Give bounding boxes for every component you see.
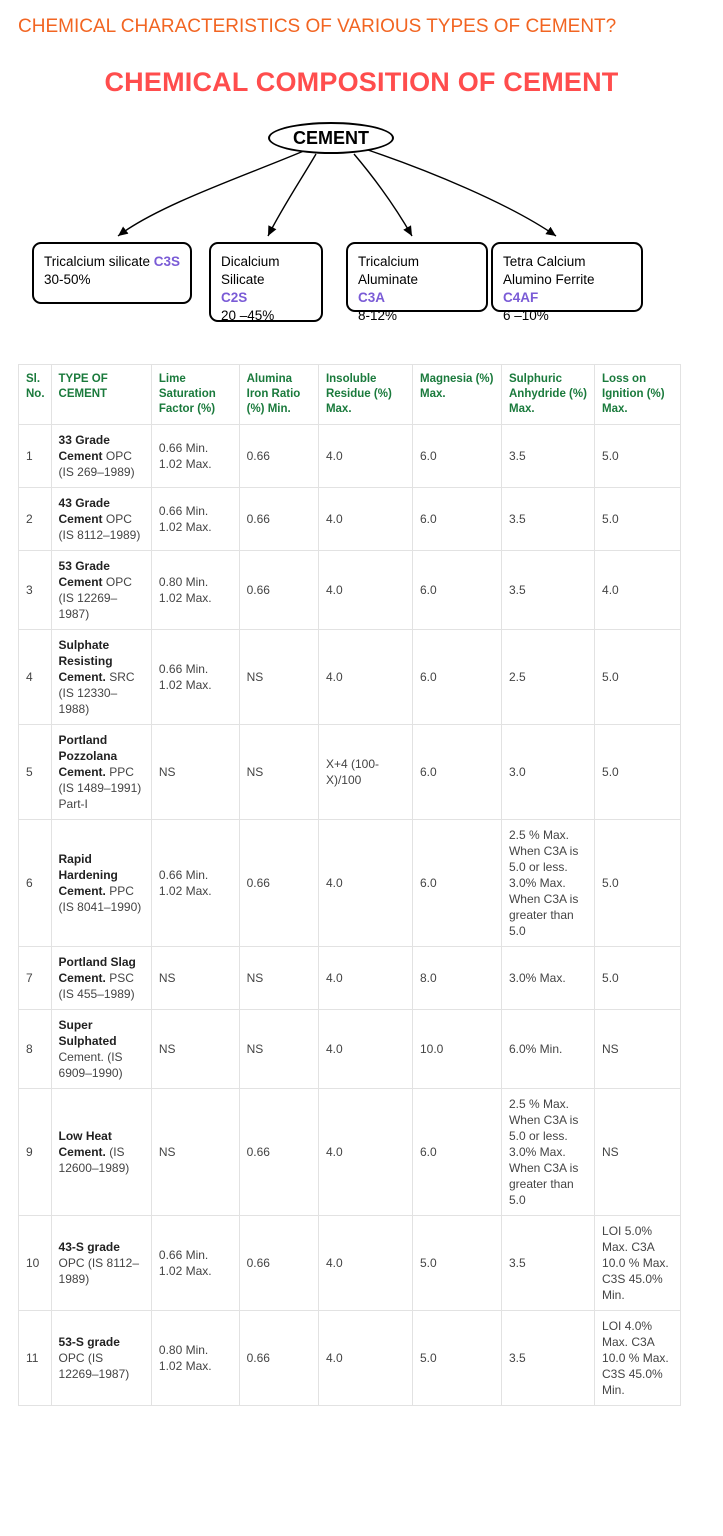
node-abbr: C3A xyxy=(358,290,386,305)
cell-insoluble-residue: 4.0 xyxy=(318,820,412,947)
cell-alumina-iron-ratio: NS xyxy=(239,947,318,1010)
diagram-node-c3a xyxy=(346,242,488,323)
cell-lime-saturation-factor: 0.66 Min. 1.02 Max. xyxy=(151,488,239,551)
table-row xyxy=(19,1311,681,1406)
cement-name: Sulphate Resisting Cement. xyxy=(58,638,113,684)
cement-name: 43 Grade Cement xyxy=(58,496,110,526)
cell-sl-no: 5 xyxy=(19,725,52,820)
cement-name: 53 Grade Cement xyxy=(58,559,110,589)
cell-type-of-cement xyxy=(51,820,151,947)
cell-type-of-cement xyxy=(51,488,151,551)
cell-loss-on-ignition: 5.0 xyxy=(595,725,681,820)
cell-magnesia: 10.0 xyxy=(413,1010,502,1089)
cell-sl-no: 9 xyxy=(19,1089,52,1216)
cell-magnesia: 6.0 xyxy=(413,425,502,488)
page-title: CHEMICAL CHARACTERISTICS OF VARIOUS TYPES OF CEMENT? xyxy=(18,16,617,37)
node-range: 8-12% xyxy=(358,308,398,323)
cement-standard: PPC (IS 8041–1990) xyxy=(58,884,142,914)
cell-lime-saturation-factor: 0.66 Min. 1.02 Max. xyxy=(151,630,239,725)
diagram-node-cement: CEMENT xyxy=(268,122,394,154)
diagram-node-c2s xyxy=(209,242,323,322)
cement-name: 43-S grade xyxy=(58,1240,120,1254)
cell-alumina-iron-ratio: NS xyxy=(239,725,318,820)
cement-standard: PSC (IS 455–1989) xyxy=(58,971,135,1001)
column-header-type-of-cement: TYPE OF CEMENT xyxy=(51,365,151,425)
table-row xyxy=(19,630,681,725)
cement-standard: Cement. (IS 6909–1990) xyxy=(58,1050,123,1080)
cell-type-of-cement xyxy=(51,1216,151,1311)
cell-loss-on-ignition: 5.0 xyxy=(595,425,681,488)
column-header-loss-on-ignition: Loss on Ignition (%) Max. xyxy=(595,365,681,425)
cell-alumina-iron-ratio: 0.66 xyxy=(239,425,318,488)
cell-alumina-iron-ratio: NS xyxy=(239,1010,318,1089)
cell-sl-no: 6 xyxy=(19,820,52,947)
cell-sl-no: 2 xyxy=(19,488,52,551)
diagram-title: CHEMICAL COMPOSITION OF CEMENT xyxy=(104,67,619,97)
cell-magnesia: 5.0 xyxy=(413,1216,502,1311)
cell-lime-saturation-factor: NS xyxy=(151,1010,239,1089)
table-body xyxy=(19,425,681,1406)
cell-type-of-cement xyxy=(51,1010,151,1089)
cell-sulphuric-anhydride: 3.5 xyxy=(501,1311,594,1406)
diagram-node-c3s xyxy=(32,242,192,304)
cell-magnesia: 5.0 xyxy=(413,1311,502,1406)
cell-sulphuric-anhydride: 3.0 xyxy=(501,725,594,820)
cement-standard: (IS 12600–1989) xyxy=(58,1145,130,1175)
column-header-sl-no: Sl. No. xyxy=(19,365,52,425)
column-header-alumina-iron-ratio: Alumina Iron Ratio (%) Min. xyxy=(239,365,318,425)
cell-insoluble-residue: 4.0 xyxy=(318,1089,412,1216)
cell-lime-saturation-factor: 0.80 Min. 1.02 Max. xyxy=(151,551,239,630)
cell-lime-saturation-factor: 0.66 Min. 1.02 Max. xyxy=(151,425,239,488)
node-name: Tricalcium silicate xyxy=(44,254,151,269)
cell-alumina-iron-ratio: 0.66 xyxy=(239,1216,318,1311)
cell-type-of-cement xyxy=(51,630,151,725)
cell-sulphuric-anhydride: 3.5 xyxy=(501,551,594,630)
cell-sulphuric-anhydride: 3.5 xyxy=(501,425,594,488)
node-range: 30-50% xyxy=(44,272,91,287)
cell-sulphuric-anhydride: 3.5 xyxy=(501,1216,594,1311)
cement-standard: OPC (IS 12269–1987) xyxy=(58,1351,130,1381)
cell-magnesia: 6.0 xyxy=(413,1089,502,1216)
cement-standard: PPC (IS 1489–1991) Part-I xyxy=(58,765,142,811)
column-header-lime-saturation-factor: Lime Saturation Factor (%) xyxy=(151,365,239,425)
node-abbr: C3S xyxy=(153,254,181,269)
cell-loss-on-ignition: LOI 5.0% Max. C3A 10.0 % Max. C3S 45.0% Min. xyxy=(595,1216,681,1311)
cell-lime-saturation-factor: 0.80 Min. 1.02 Max. xyxy=(151,1311,239,1406)
cell-insoluble-residue: 4.0 xyxy=(318,488,412,551)
cell-insoluble-residue: 4.0 xyxy=(318,1010,412,1089)
cell-sl-no: 3 xyxy=(19,551,52,630)
table-row xyxy=(19,1010,681,1089)
cell-loss-on-ignition: 4.0 xyxy=(595,551,681,630)
cement-name: Portland Pozzolana Cement. xyxy=(58,733,118,779)
cell-sl-no: 8 xyxy=(19,1010,52,1089)
cell-alumina-iron-ratio: 0.66 xyxy=(239,1311,318,1406)
cell-type-of-cement xyxy=(51,1311,151,1406)
cement-standard: OPC (IS 269–1989) xyxy=(58,449,135,479)
cell-alumina-iron-ratio: NS xyxy=(239,630,318,725)
cell-loss-on-ignition: 5.0 xyxy=(595,947,681,1010)
cement-name: Portland Slag Cement. xyxy=(58,955,136,985)
cell-type-of-cement xyxy=(51,1089,151,1216)
cell-magnesia: 6.0 xyxy=(413,551,502,630)
cement-name: Low Heat Cement. xyxy=(58,1129,112,1159)
cell-lime-saturation-factor: 0.66 Min. 1.02 Max. xyxy=(151,820,239,947)
cell-sl-no: 1 xyxy=(19,425,52,488)
cell-lime-saturation-factor: 0.66 Min. 1.02 Max. xyxy=(151,1216,239,1311)
cell-insoluble-residue: 4.0 xyxy=(318,425,412,488)
table-header-row xyxy=(19,365,681,425)
cell-insoluble-residue: 4.0 xyxy=(318,1216,412,1311)
cell-sulphuric-anhydride: 6.0% Min. xyxy=(501,1010,594,1089)
cell-magnesia: 6.0 xyxy=(413,488,502,551)
cell-sl-no: 7 xyxy=(19,947,52,1010)
cell-loss-on-ignition: LOI 4.0% Max. C3A 10.0 % Max. C3S 45.0% Min. xyxy=(595,1311,681,1406)
cell-lime-saturation-factor: NS xyxy=(151,1089,239,1216)
node-abbr: C2S xyxy=(221,290,248,305)
cell-sulphuric-anhydride: 3.5 xyxy=(501,488,594,551)
table-row xyxy=(19,947,681,1010)
cement-composition-diagram xyxy=(10,104,713,356)
cell-sl-no: 10 xyxy=(19,1216,52,1311)
column-header-sulphuric-anhydride: Sulphuric Anhydride (%) Max. xyxy=(501,365,594,425)
table-row xyxy=(19,425,681,488)
cell-alumina-iron-ratio: 0.66 xyxy=(239,820,318,947)
cell-loss-on-ignition: 5.0 xyxy=(595,488,681,551)
node-name: Dicalcium Silicate xyxy=(221,254,280,287)
cell-sulphuric-anhydride: 3.0% Max. xyxy=(501,947,594,1010)
table-row xyxy=(19,488,681,551)
node-range: 20 –45% xyxy=(221,308,275,323)
cement-standard: OPC (IS 8112–1989) xyxy=(58,512,141,542)
cement-characteristics-table xyxy=(18,364,681,1406)
table-row xyxy=(19,1089,681,1216)
cell-sl-no: 11 xyxy=(19,1311,52,1406)
cell-insoluble-residue: 4.0 xyxy=(318,1311,412,1406)
cell-loss-on-ignition: 5.0 xyxy=(595,820,681,947)
cell-insoluble-residue: 4.0 xyxy=(318,630,412,725)
cell-magnesia: 6.0 xyxy=(413,630,502,725)
cell-loss-on-ignition: 5.0 xyxy=(595,630,681,725)
cell-insoluble-residue: 4.0 xyxy=(318,947,412,1010)
cement-standard: OPC (IS 12269–1987) xyxy=(58,575,132,621)
node-name: Tetra Calcium Alumino Ferrite xyxy=(503,254,595,287)
cement-name: Rapid Hardening Cement. xyxy=(58,852,118,898)
diagram-node-c4af xyxy=(491,242,643,323)
table-row xyxy=(19,551,681,630)
cell-magnesia: 8.0 xyxy=(413,947,502,1010)
cell-type-of-cement xyxy=(51,947,151,1010)
node-range: 6 –10% xyxy=(503,308,549,323)
table-head xyxy=(19,365,681,425)
cell-sulphuric-anhydride: 2.5 xyxy=(501,630,594,725)
cell-insoluble-residue: 4.0 xyxy=(318,551,412,630)
node-abbr: C4AF xyxy=(503,290,539,305)
cement-standard: OPC (IS 8112–1989) xyxy=(58,1256,139,1286)
cell-magnesia: 6.0 xyxy=(413,820,502,947)
node-name: Tricalcium Aluminate xyxy=(358,254,420,287)
cell-alumina-iron-ratio: 0.66 xyxy=(239,551,318,630)
cell-loss-on-ignition: NS xyxy=(595,1010,681,1089)
cell-lime-saturation-factor: NS xyxy=(151,725,239,820)
cell-magnesia: 6.0 xyxy=(413,725,502,820)
cell-lime-saturation-factor: NS xyxy=(151,947,239,1010)
cell-type-of-cement xyxy=(51,551,151,630)
table-row xyxy=(19,725,681,820)
cell-loss-on-ignition: NS xyxy=(595,1089,681,1216)
table-row xyxy=(19,820,681,947)
cement-name: Super Sulphated xyxy=(58,1018,117,1048)
cell-alumina-iron-ratio: 0.66 xyxy=(239,1089,318,1216)
column-header-insoluble-residue: Insoluble Residue (%) Max. xyxy=(318,365,412,425)
cell-alumina-iron-ratio: 0.66 xyxy=(239,488,318,551)
cement-standard: SRC (IS 12330–1988) xyxy=(58,670,135,716)
cement-name: 53-S grade xyxy=(58,1335,120,1349)
table-row xyxy=(19,1216,681,1311)
column-header-magnesia: Magnesia (%) Max. xyxy=(413,365,502,425)
cell-sl-no: 4 xyxy=(19,630,52,725)
cell-insoluble-residue: X+4 (100-X)/100 xyxy=(318,725,412,820)
cell-sulphuric-anhydride: 2.5 % Max. When C3A is 5.0 or less. 3.0% Max. When C3A is greater than 5.0 xyxy=(501,820,594,947)
cell-type-of-cement xyxy=(51,425,151,488)
cell-sulphuric-anhydride: 2.5 % Max. When C3A is 5.0 or less. 3.0% Max. When C3A is greater than 5.0 xyxy=(501,1089,594,1216)
cement-name: 33 Grade Cement xyxy=(58,433,110,463)
cell-type-of-cement xyxy=(51,725,151,820)
